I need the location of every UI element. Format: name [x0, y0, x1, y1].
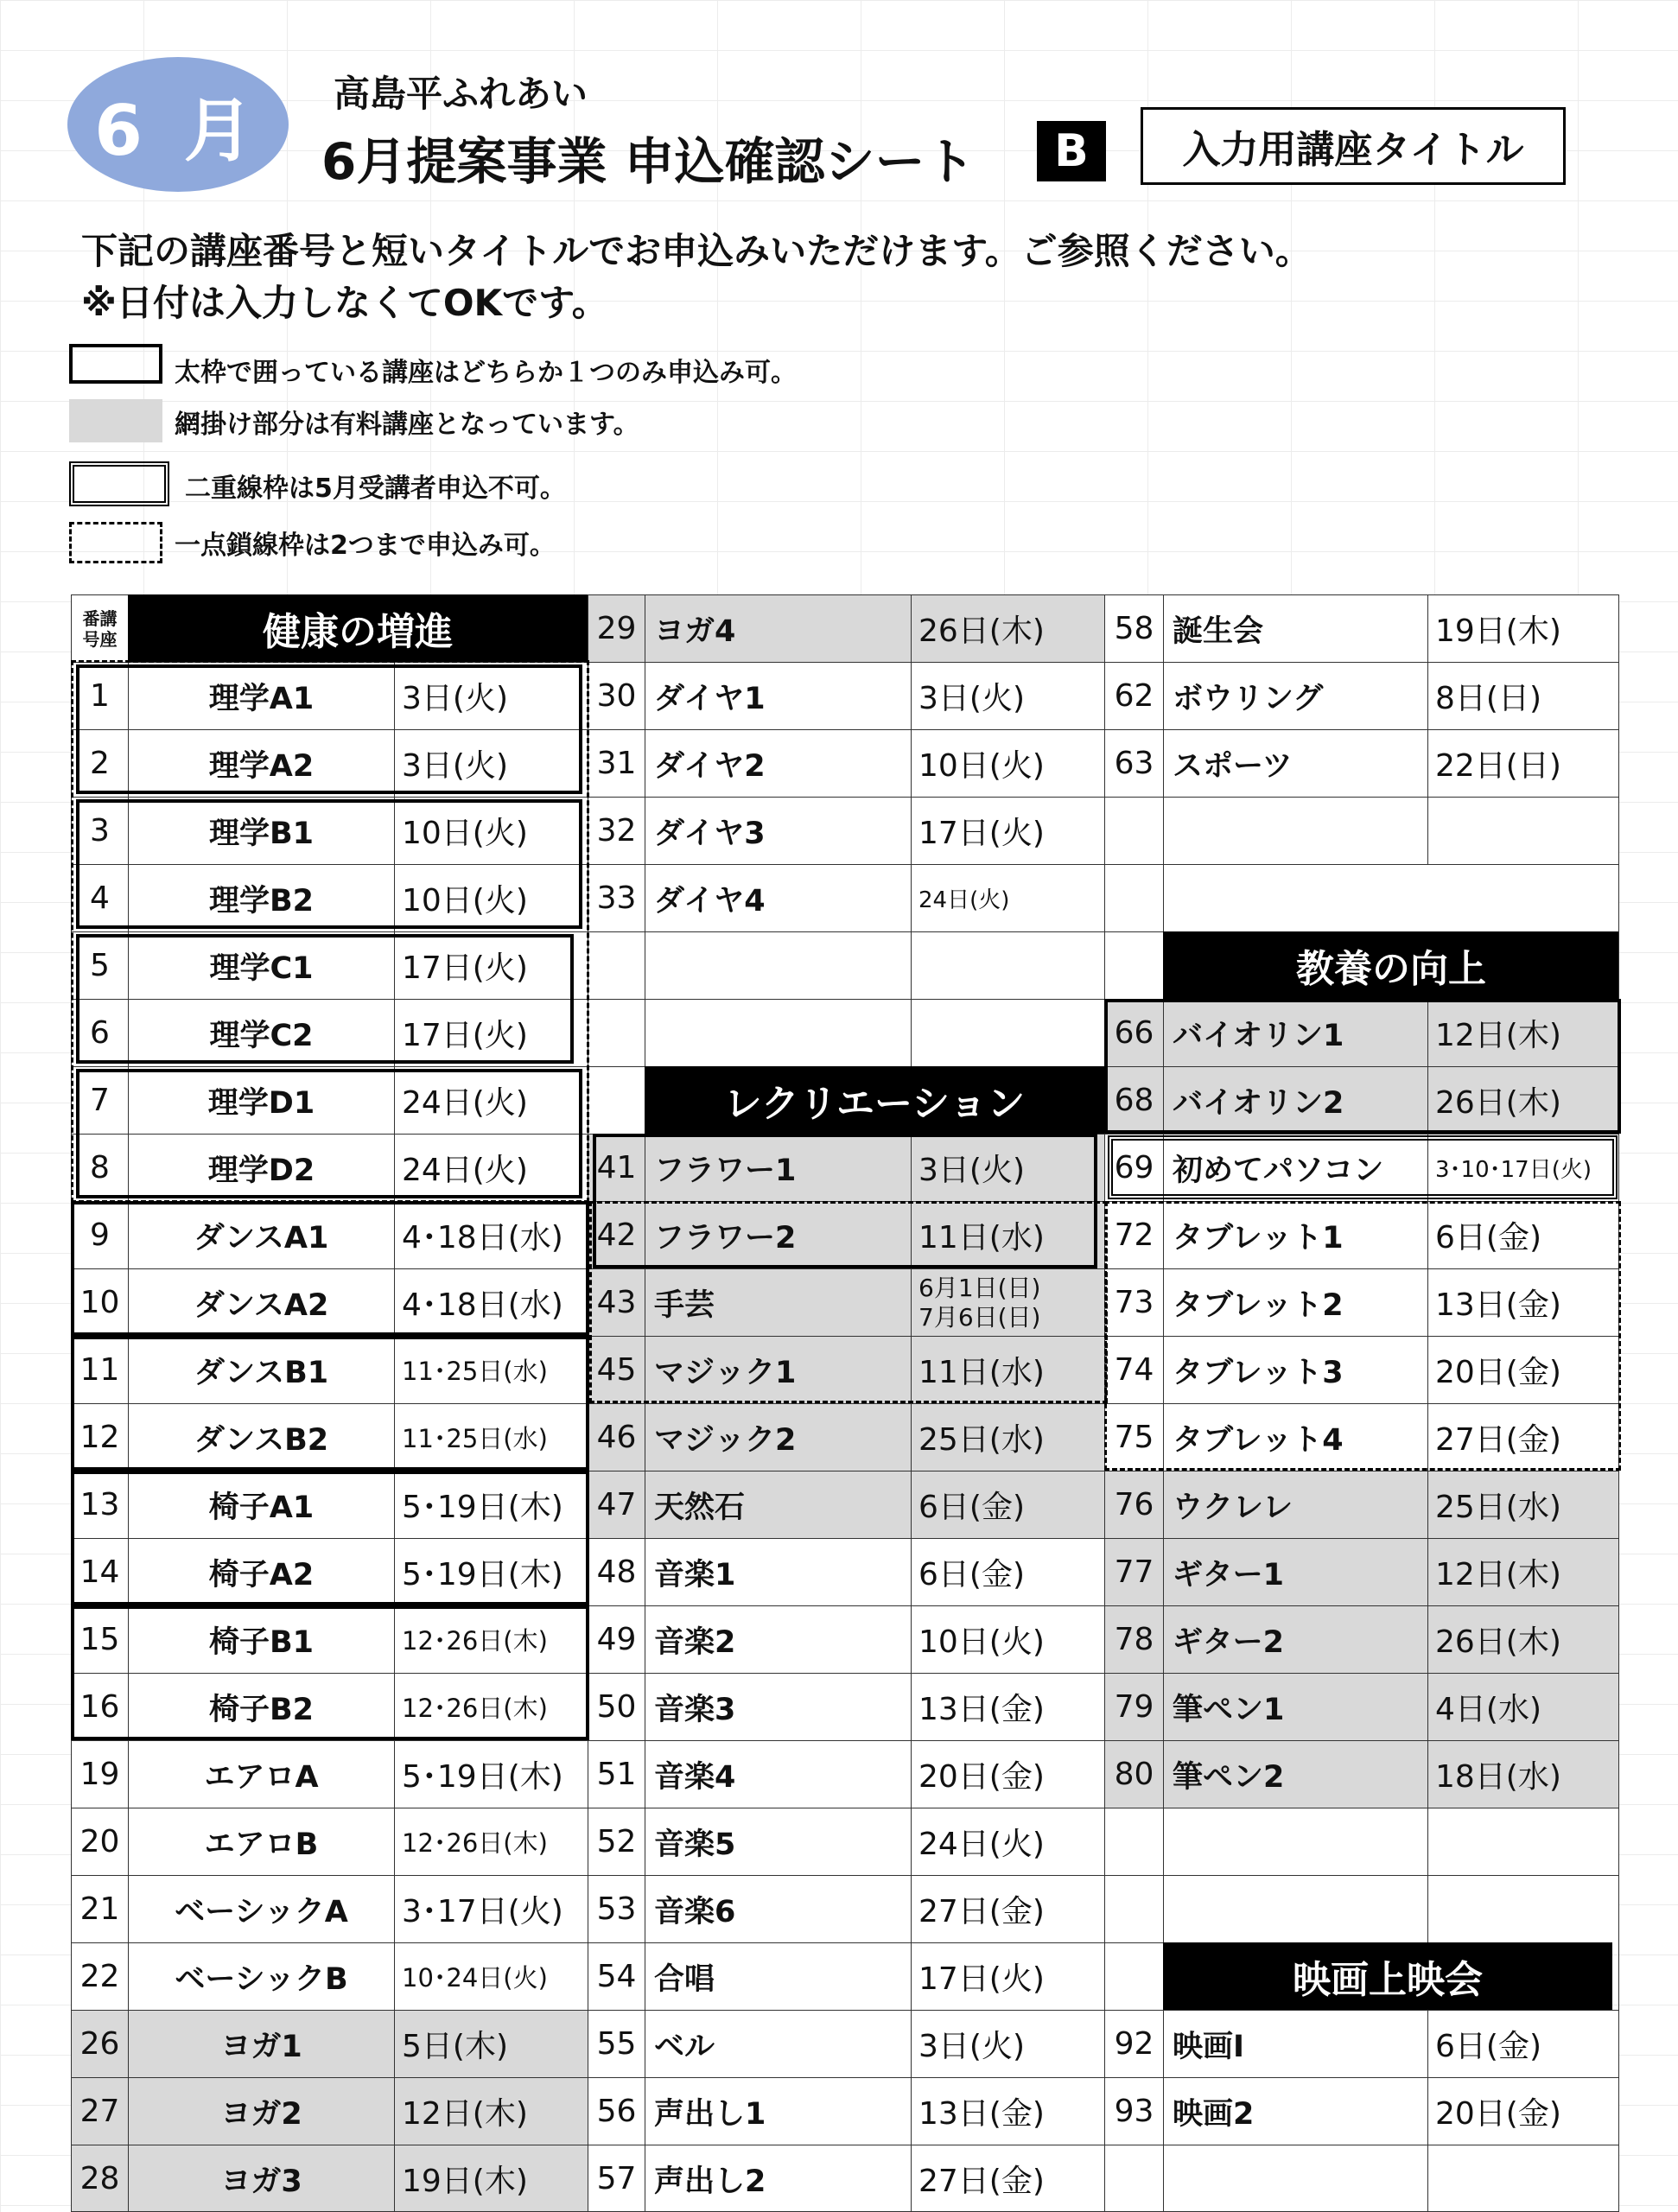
empty-cell	[588, 999, 645, 1066]
course-number: 43	[588, 1268, 645, 1336]
course-number: 78	[1104, 1605, 1163, 1673]
course-date: 10日(火)	[394, 797, 588, 864]
course-number: 12	[71, 1403, 128, 1471]
course-number: 20	[71, 1808, 128, 1875]
course-number: 72	[1104, 1201, 1163, 1268]
course-title: 理学A1	[128, 662, 394, 729]
course-date: 24日(火)	[911, 1808, 1104, 1875]
course-title: 椅子B2	[128, 1673, 394, 1740]
course-date: 6日(金)	[911, 1471, 1104, 1538]
course-date-line-1: 6月1日(日)	[918, 1273, 1041, 1302]
course-date: 4･18日(水)	[394, 1268, 588, 1336]
course-title: タブレット1	[1163, 1201, 1427, 1268]
empty-cell	[911, 931, 1104, 999]
legend-dashdot-text: 一点鎖線枠は2つまで申込み可。	[175, 531, 556, 561]
empty-cell	[588, 1066, 645, 1134]
course-number: 56	[588, 2077, 645, 2145]
course-number: 92	[1104, 2010, 1163, 2077]
course-date: 5･19日(木)	[394, 1471, 588, 1538]
course-number: 4	[71, 864, 128, 931]
course-number: 22	[71, 1942, 128, 2010]
course-number: 32	[588, 797, 645, 864]
course-number: 30	[588, 662, 645, 729]
course-number: 11	[71, 1336, 128, 1403]
empty-cell	[1163, 1875, 1427, 1942]
course-number: 69	[1104, 1134, 1163, 1201]
course-title: 音楽3	[645, 1673, 911, 1740]
course-title: 音楽1	[645, 1538, 911, 1605]
section-header-movie: 映画上映会	[1163, 1942, 1612, 2010]
course-title: 理学A2	[128, 729, 394, 797]
empty-cell	[1427, 797, 1619, 864]
course-date: 13日(金)	[1427, 1268, 1619, 1336]
course-number: 42	[588, 1201, 645, 1268]
course-date: 10･24日(火)	[394, 1942, 588, 2010]
course-number: 28	[71, 2145, 128, 2212]
course-title: フラワー1	[645, 1134, 911, 1201]
course-title: エアロA	[128, 1740, 394, 1808]
course-date: 6日(金)	[911, 1538, 1104, 1605]
course-title: バイオリン1	[1163, 999, 1427, 1066]
course-date: 20日(金)	[911, 1740, 1104, 1808]
course-date: 20日(金)	[1427, 1336, 1619, 1403]
course-date: 3日(火)	[911, 2010, 1104, 2077]
legend-solid-swatch	[69, 344, 162, 384]
input-title-box: 入力用講座タイトル	[1141, 107, 1566, 185]
course-date: 24日(火)	[394, 1066, 588, 1134]
course-date: 5･19日(木)	[394, 1538, 588, 1605]
legend-shaded-text: 網掛け部分は有料講座となっています。	[175, 410, 639, 440]
course-number: 55	[588, 2010, 645, 2077]
course-date: 12･26日(木)	[394, 1605, 588, 1673]
course-title: 理学B2	[128, 864, 394, 931]
empty-cell	[1163, 797, 1427, 864]
course-title: ダンスA1	[128, 1201, 394, 1268]
course-title: ヨガ1	[128, 2010, 394, 2077]
course-title: 音楽6	[645, 1875, 911, 1942]
course-date-line-2: 7月6日(日)	[918, 1302, 1041, 1332]
course-date: 4日(水)	[1427, 1673, 1619, 1740]
course-number: 13	[71, 1471, 128, 1538]
course-date: 27日(金)	[1427, 1403, 1619, 1471]
course-date: 13日(金)	[911, 2077, 1104, 2145]
course-date: 3日(火)	[394, 729, 588, 797]
course-title: 理学D1	[128, 1066, 394, 1134]
course-title: バイオリン2	[1163, 1066, 1427, 1134]
course-number: 50	[588, 1673, 645, 1740]
course-title: 天然石	[645, 1471, 911, 1538]
course-date: 6日(金)	[1427, 2010, 1619, 2077]
course-date: 19日(木)	[394, 2145, 588, 2212]
course-date: 24日(火)	[394, 1134, 588, 1201]
course-date: 11日(水)	[911, 1201, 1104, 1268]
course-title: 椅子A1	[128, 1471, 394, 1538]
course-title: 音楽5	[645, 1808, 911, 1875]
course-title: 理学C2	[128, 999, 394, 1066]
course-date: 13日(金)	[911, 1673, 1104, 1740]
course-number: 1	[71, 662, 128, 729]
section-header-health: 健康の増進	[128, 594, 588, 662]
course-number: 27	[71, 2077, 128, 2145]
course-date: 12日(木)	[1427, 1538, 1619, 1605]
course-number: 79	[1104, 1673, 1163, 1740]
course-date: 5･19日(木)	[394, 1740, 588, 1808]
sheet-letter-badge: B	[1037, 121, 1106, 181]
course-title: タブレット4	[1163, 1403, 1427, 1471]
course-date: 5日(木)	[394, 2010, 588, 2077]
course-number: 41	[588, 1134, 645, 1201]
course-number: 63	[1104, 729, 1163, 797]
section-header-culture: 教養の向上	[1163, 931, 1619, 999]
course-number: 33	[588, 864, 645, 931]
course-title: 音楽2	[645, 1605, 911, 1673]
course-title: ダイヤ2	[645, 729, 911, 797]
course-title: ダンスB2	[128, 1403, 394, 1471]
course-number: 62	[1104, 662, 1163, 729]
course-title: ギター1	[1163, 1538, 1427, 1605]
course-title: 手芸	[645, 1268, 911, 1336]
course-title: 映画2	[1163, 2077, 1427, 2145]
course-title: 声出し2	[645, 2145, 911, 2212]
organization-name: 高島平ふれあい	[334, 73, 588, 115]
course-title: 音楽4	[645, 1740, 911, 1808]
course-date: 3日(火)	[911, 662, 1104, 729]
course-number: 14	[71, 1538, 128, 1605]
course-title: スポーツ	[1163, 729, 1427, 797]
course-title: 理学D2	[128, 1134, 394, 1201]
course-number: 2	[71, 729, 128, 797]
empty-cell	[588, 931, 645, 999]
course-title: 声出し1	[645, 2077, 911, 2145]
course-title: ベーシックB	[128, 1942, 394, 2010]
course-title: マジック1	[645, 1336, 911, 1403]
course-number: 26	[71, 2010, 128, 2077]
course-number: 57	[588, 2145, 645, 2212]
column-header-number	[71, 594, 128, 662]
course-date: 27日(金)	[911, 2145, 1104, 2212]
course-number: 52	[588, 1808, 645, 1875]
empty-cell	[1104, 1808, 1163, 1875]
course-number: 15	[71, 1605, 128, 1673]
course-number: 74	[1104, 1336, 1163, 1403]
column-header-line-2: 号座	[82, 628, 118, 650]
empty-cell	[1104, 864, 1163, 931]
course-date: 26日(木)	[1427, 1066, 1619, 1134]
course-title: 筆ペン1	[1163, 1673, 1427, 1740]
empty-cell	[1104, 2145, 1163, 2212]
course-date: 3日(火)	[911, 1134, 1104, 1201]
course-number: 5	[71, 931, 128, 999]
course-date: 10日(火)	[911, 1605, 1104, 1673]
legend-shaded-swatch	[69, 399, 162, 442]
course-number: 46	[588, 1403, 645, 1471]
course-number: 47	[588, 1471, 645, 1538]
empty-cell	[645, 999, 911, 1066]
course-number: 16	[71, 1673, 128, 1740]
course-number: 29	[588, 594, 645, 662]
course-date	[911, 1268, 1104, 1336]
empty-cell	[1104, 931, 1163, 999]
course-number: 68	[1104, 1066, 1163, 1134]
course-number: 49	[588, 1605, 645, 1673]
course-title: 合唱	[645, 1942, 911, 2010]
course-title: ギター2	[1163, 1605, 1427, 1673]
course-title: ベーシックA	[128, 1875, 394, 1942]
course-title: 初めてパソコン	[1163, 1134, 1427, 1201]
legend-double-swatch	[69, 461, 169, 506]
course-title: 椅子A2	[128, 1538, 394, 1605]
course-number: 73	[1104, 1268, 1163, 1336]
course-number: 93	[1104, 2077, 1163, 2145]
course-date: 8日(日)	[1427, 662, 1619, 729]
course-date: 26日(木)	[911, 594, 1104, 662]
course-number: 76	[1104, 1471, 1163, 1538]
legend-double-text: 二重線枠は5月受講者申込不可。	[185, 474, 566, 504]
course-number: 75	[1104, 1403, 1163, 1471]
empty-cell	[1104, 1942, 1163, 2010]
course-date: 25日(水)	[911, 1403, 1104, 1471]
course-number: 3	[71, 797, 128, 864]
course-title: 誕生会	[1163, 594, 1427, 662]
course-number: 51	[588, 1740, 645, 1808]
course-title: フラワー2	[645, 1201, 911, 1268]
course-date: 10日(火)	[394, 864, 588, 931]
course-title: ダイヤ4	[645, 864, 911, 931]
course-date: 3･10･17日(火)	[1427, 1134, 1619, 1201]
empty-cell	[1427, 1808, 1619, 1875]
course-date: 25日(水)	[1427, 1471, 1619, 1538]
legend-solid-text: 太枠で囲っている講座はどちらか１つのみ申込み可。	[175, 358, 797, 388]
empty-cell	[1163, 864, 1619, 931]
course-title: 映画Ⅰ	[1163, 2010, 1427, 2077]
empty-cell	[911, 999, 1104, 1066]
course-number: 77	[1104, 1538, 1163, 1605]
course-number: 6	[71, 999, 128, 1066]
course-date: 12日(木)	[394, 2077, 588, 2145]
course-date: 19日(木)	[1427, 594, 1619, 662]
course-title: 椅子B1	[128, 1605, 394, 1673]
course-date: 11･25日(水)	[394, 1336, 588, 1403]
course-number: 9	[71, 1201, 128, 1268]
month-badge: 6 月	[67, 57, 289, 192]
course-title: ダンスB1	[128, 1336, 394, 1403]
course-date: 27日(金)	[911, 1875, 1104, 1942]
course-date: 4･18日(水)	[394, 1201, 588, 1268]
course-title: ボウリング	[1163, 662, 1427, 729]
course-date: 22日(日)	[1427, 729, 1619, 797]
course-number: 10	[71, 1268, 128, 1336]
course-number: 7	[71, 1066, 128, 1134]
course-number: 31	[588, 729, 645, 797]
course-title: 理学C1	[128, 931, 394, 999]
empty-cell	[1163, 1808, 1427, 1875]
course-date: 3･17日(火)	[394, 1875, 588, 1942]
course-number: 45	[588, 1336, 645, 1403]
course-date: 24日(火)	[911, 864, 1104, 931]
course-date: 10日(火)	[911, 729, 1104, 797]
course-date: 3日(火)	[394, 662, 588, 729]
course-number: 58	[1104, 594, 1163, 662]
course-title: ウクレレ	[1163, 1471, 1427, 1538]
course-title: ヨガ4	[645, 594, 911, 662]
empty-cell	[1427, 1875, 1619, 1942]
course-number: 48	[588, 1538, 645, 1605]
course-number: 80	[1104, 1740, 1163, 1808]
empty-cell	[645, 931, 911, 999]
course-date: 17日(火)	[394, 931, 588, 999]
course-number: 8	[71, 1134, 128, 1201]
course-number: 53	[588, 1875, 645, 1942]
instruction-line-2: ※日付は入力しなくてOKです。	[81, 282, 608, 324]
page-title: 6月提案事業 申込確認シート	[321, 132, 976, 191]
course-number: 19	[71, 1740, 128, 1808]
course-date: 6日(金)	[1427, 1201, 1619, 1268]
course-title: エアロB	[128, 1808, 394, 1875]
course-date: 12日(木)	[1427, 999, 1619, 1066]
course-title: ダイヤ1	[645, 662, 911, 729]
course-number: 21	[71, 1875, 128, 1942]
course-date: 17日(火)	[911, 797, 1104, 864]
course-title: ダンスA2	[128, 1268, 394, 1336]
course-date: 26日(木)	[1427, 1605, 1619, 1673]
course-date: 17日(火)	[911, 1942, 1104, 2010]
course-date: 17日(火)	[394, 999, 588, 1066]
course-number: 66	[1104, 999, 1163, 1066]
course-title: タブレット2	[1163, 1268, 1427, 1336]
course-title: 筆ペン2	[1163, 1740, 1427, 1808]
course-title: ヨガ2	[128, 2077, 394, 2145]
legend-dashdot-swatch	[69, 522, 162, 563]
course-date: 11日(水)	[911, 1336, 1104, 1403]
empty-cell	[1104, 797, 1163, 864]
course-date: 20日(金)	[1427, 2077, 1619, 2145]
course-title: ダイヤ3	[645, 797, 911, 864]
section-header-recreation: レクリエーション	[645, 1066, 1104, 1134]
course-title: タブレット3	[1163, 1336, 1427, 1403]
course-title: 理学B1	[128, 797, 394, 864]
column-header-line-1: 番講	[82, 607, 118, 629]
course-date: 11･25日(水)	[394, 1403, 588, 1471]
instruction-line-1: 下記の講座番号と短いタイトルでお申込みいただけます。ご参照ください。	[81, 230, 1312, 272]
course-title: マジック2	[645, 1403, 911, 1471]
empty-cell	[1163, 2145, 1427, 2212]
course-date: 12･26日(木)	[394, 1673, 588, 1740]
course-date: 12･26日(木)	[394, 1808, 588, 1875]
course-number: 54	[588, 1942, 645, 2010]
course-date: 18日(水)	[1427, 1740, 1619, 1808]
empty-cell	[1104, 1875, 1163, 1942]
course-title: ヨガ3	[128, 2145, 394, 2212]
empty-cell	[1427, 2145, 1619, 2212]
course-title: ベル	[645, 2010, 911, 2077]
